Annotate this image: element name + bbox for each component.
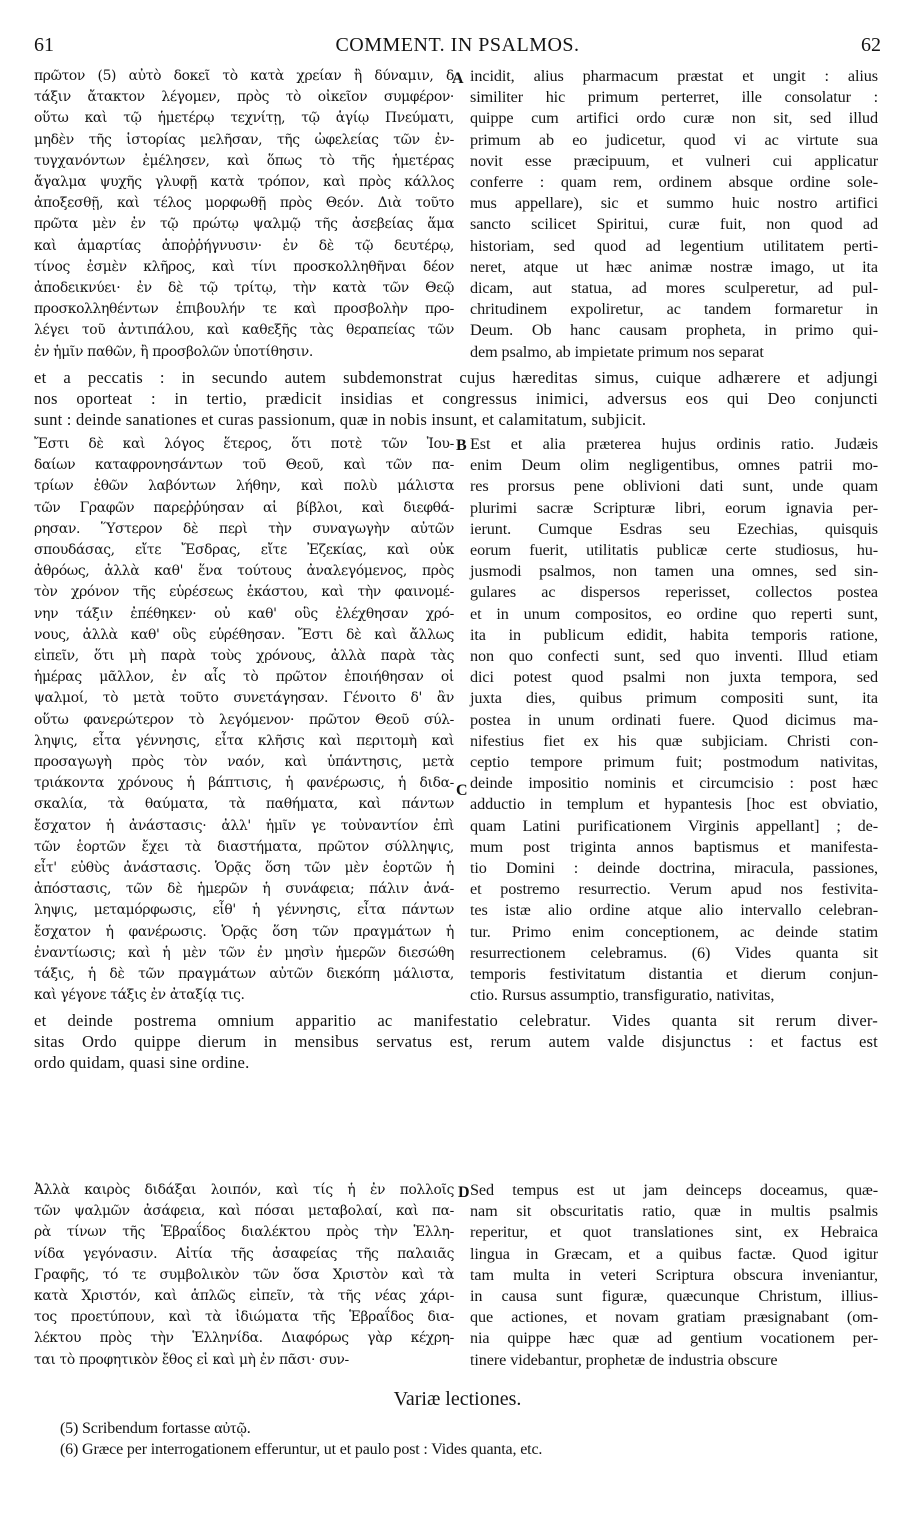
full-width-paragraph-a bbox=[34, 367, 878, 431]
text-line: nam sit obscuritatis ratio, quæ in multis psalmis bbox=[470, 1202, 878, 1221]
latin-column-a bbox=[470, 66, 878, 363]
greek-column-d bbox=[34, 1180, 454, 1371]
text-line: ἀθρόως, ἀλλὰ καθ' ἕνα τούτους ἀναλεγόμενος, πρὸς bbox=[34, 563, 454, 580]
text-line: τῶν Γραφῶν παρεῤῥύησαν αἱ βίβλοι, καὶ διεφθά- bbox=[34, 499, 454, 516]
text-line: novit esse præcipuum, et vulneri cui applicatur bbox=[470, 151, 878, 170]
marker-b: B bbox=[456, 437, 467, 454]
page-number-left: 61 bbox=[34, 34, 54, 56]
text-line: δαίων καταφρονησάντων τοῦ Θεοῦ, καὶ τῶν πα- bbox=[34, 457, 454, 474]
text-line: τὸν χρόνον τῆς εὑρέσεως ἑκάστου, καὶ τὴν φαινομέ- bbox=[34, 584, 454, 601]
text-line: ἔσχατον ἡ φανέρωσις. Ὁρᾷς ὅση τῶν πραγμάτων ἡ bbox=[34, 923, 454, 940]
text-line: neret, atque ut hæc animæ nostræ imago, ut ita bbox=[470, 257, 878, 276]
text-line: Est et alia præterea hujus ordinis ratio. Judæis bbox=[470, 435, 878, 453]
text-line: ληψις, εἶτα γέννησις, εἶτα κλῆσις καὶ περιτομὴ καὶ bbox=[34, 732, 454, 749]
text-line: juxta dies, quibus primum compositi sunt, ita bbox=[470, 689, 878, 708]
text-line: ita in publicum edidit, habita temporis ratione, bbox=[470, 625, 878, 644]
text-line: tinere videbantur, prophetæ de industria obscure bbox=[470, 1350, 778, 1369]
full-width-paragraph-b bbox=[34, 1010, 878, 1074]
text-line: ἀποξεσθῇ, καὶ τέλος μορφωθῇ πρὸς Θεόν. Διὰ τοῦτο bbox=[34, 195, 454, 212]
text-line: in causa sunt figuræ, quæcunque Christum, illius- bbox=[470, 1287, 878, 1306]
text-line: ψαλμοί, τὸ μετὰ τοῦτο συνετάγησαν. Γένοιτο δ' ἂν bbox=[34, 690, 454, 707]
text-line: προσαγωγὴ πρὸς τὸν ναόν, καὶ ὑπάντησις, μετὰ bbox=[34, 754, 454, 771]
text-line: τρίων ἐθῶν λαβόντων λήθην, καὶ πολὺ μάλιστα bbox=[34, 478, 454, 495]
text-line: similiter hic primum perterret, ille consolatur : bbox=[470, 88, 878, 107]
text-line: ἡμέρας μᾶλλον, ἐν αἷς τὸ πρῶτον ἐποιήθησαν οἱ bbox=[34, 669, 454, 686]
variae-lectiones-title: Variæ lectiones. bbox=[393, 1388, 522, 1410]
text-line: ἀπόστασις, τῶν δὲ ἡμερῶν ἡ συνάφεια; πάλιν ἀνά- bbox=[34, 881, 454, 898]
text-line: οὕτω καὶ τῷ ἡμετέρῳ τεχνίτῃ, τῷ ἁγίῳ Πνεύματι, bbox=[34, 110, 454, 127]
text-line: ρησαν. Ὕστερον δὲ περὶ τὴν συναγωγὴν αὐτῶν bbox=[34, 520, 454, 537]
text-line: deinde impositio nominis et circumcisio : post hæc bbox=[470, 774, 878, 793]
text-line: tur. Primo enim conceptionem, ac deinde statim bbox=[470, 922, 878, 941]
text-line: σπουδάσας, εἴτε Ἔσδρας, εἴτε Ἐζεκίας, καὶ οὐκ bbox=[34, 542, 454, 559]
text-line: καὶ γέγονε τάξις ἐν ἀταξίᾳ τις. bbox=[34, 987, 245, 1004]
text-line: ierunt. Cumque Esdras seu Ezechias, quisquis bbox=[470, 519, 878, 538]
greek-column-a bbox=[34, 66, 454, 363]
text-line: ἄγαλμα ψυχῆς γλυφῇ κατὰ τρόπον, καὶ πρὸς κάλλος bbox=[34, 174, 454, 191]
text-line: mum post triginta annos baptismus et manifesta- bbox=[470, 837, 878, 856]
text-line: dicam, aut statua, ad mores sculperetur, ad pul- bbox=[470, 279, 878, 298]
text-line: κατὰ Χριστόν, καὶ ἁπλῶς εἰπεῖν, τὰ τῆς νέας χάρι- bbox=[34, 1288, 454, 1305]
text-line: dici potest quod psalmi non juxta tempora, sed bbox=[470, 668, 878, 687]
text-line: non quo confecti sunt, sed quo inventi. Illud etiam bbox=[470, 647, 878, 666]
text-line: τίνος ἐσμὲν κλῆρος, καὶ τίνι προσκολληθῆναι δέον bbox=[34, 258, 454, 275]
text-line: primum ab eo judicetur, quod vi ac virtute sua bbox=[470, 130, 878, 149]
text-line: τάξις, ἡ δὲ τῶν πραγμάτων αὐτῶν διεκόπη μάλιστα, bbox=[34, 966, 454, 983]
text-line: λέγει τοῦ ἀντιπάλου, καὶ καθεξῆς τὰς θεραπείας τῶν bbox=[34, 322, 454, 339]
marker-d: D bbox=[458, 1184, 470, 1201]
text-line: ceptio tempore primum fuit; postmodum nativitas, bbox=[470, 753, 878, 772]
running-header bbox=[34, 34, 881, 58]
text-line: τῶν ἑορτῶν ἔχει τὰ διαστήματα, πρῶτον σύλληψις, bbox=[34, 838, 454, 855]
text-line: chritudinem expoliretur, ac tandem formaretur in bbox=[470, 300, 878, 319]
text-line: jusmodi psalmos, non tamen una omnes, sed sin- bbox=[470, 562, 878, 581]
running-title: COMMENT. IN PSALMOS. bbox=[335, 34, 580, 56]
text-line: tio Domini : deinde doctrina, miracula, passiones, bbox=[470, 859, 878, 878]
text-line: nifestius fiet ex his quæ subjiciam. Christi con- bbox=[470, 731, 878, 750]
text-line: πρῶτα μὲν ἐν τῷ πρώτῳ ψαλμῷ τῆς ἀσεβείας ἅμα bbox=[34, 216, 454, 233]
text-line: τος προετύπουν, καὶ τὰ ἰδιώματα τῆς Ἑβραΐδος δια- bbox=[34, 1309, 454, 1326]
text-line: nia quippe hæc quæ ad gentium vocationem per- bbox=[470, 1329, 878, 1348]
text-line: ληψις, μεταμόρφωσις, εἶθ' ἡ γέννησις, εἶτα πάντων bbox=[34, 902, 454, 919]
text-line: enim Deum olim negligentibus, omnes patrii mo- bbox=[470, 456, 878, 475]
text-line: lingua in Græcam, et a quibus factæ. Quod igitur bbox=[470, 1244, 878, 1263]
text-line: τάξιν ἄτακτον λέγομεν, πρὸς τὸ οἰκεῖον συμφέρον· bbox=[34, 89, 454, 106]
text-line: quippe cum artifici ordo curæ non sit, sed illud bbox=[470, 109, 878, 128]
text-line: ἔσχατον ἡ ἀνάστασις· ἀλλ' ἡμῖν γε τοὐναντίον ἐπὶ bbox=[34, 817, 454, 834]
footnote-5: (5) Scribendum fortasse αὐτῷ. bbox=[60, 1420, 251, 1437]
text-line: historiam, sed quod ad legentium utilitatem perti- bbox=[470, 236, 878, 255]
text-line: Sed tempus est ut jam deinceps doceamus, quæ- bbox=[470, 1181, 878, 1199]
latin-column-d bbox=[470, 1180, 878, 1371]
text-line: σκαλία, τὰ θαύματα, τὰ παθήματα, καὶ πάντων bbox=[34, 796, 454, 813]
marker-c: C bbox=[456, 782, 468, 799]
text-line: ται τὸ προφητικὸν ἔθος εἰ καὶ μὴ ἐν πᾶσι· συν- bbox=[34, 1351, 349, 1368]
text-line: ctio. Rursus assumptio, transfiguratio, nativitas, bbox=[470, 986, 775, 1005]
text-line: καὶ ἁμαρτίας ἀποῤῥήγνυσιν· ἐν δὲ τῷ δευτέρῳ, bbox=[34, 237, 454, 254]
text-line: postea in unum ordinati fuere. Quod dicimus ma- bbox=[470, 710, 878, 729]
text-line: τυγχανόντων ἐμέλησεν, καὶ ὅπως τὸ τῆς ἡμετέρας bbox=[34, 152, 454, 169]
text-line: προσκολληθέντων ἐπιβουλήν τε καὶ προσβολὴν προ- bbox=[34, 301, 454, 318]
text-line: dem psalmo, ab impietate primum nos separat bbox=[470, 342, 764, 361]
text-line: sitas Ordo quippe dierum in mensibus servatus est, rerum autem valde disjunctus : et factus est bbox=[34, 1032, 878, 1052]
text-line: et postremo resurrectio. Verum apud nos festivita- bbox=[470, 880, 878, 899]
text-line: tes istæ alio ordine atque alio intervallo celebran- bbox=[470, 901, 878, 920]
text-line: ἀποδεικνύει· ἐν δὲ τῷ τρίτῳ, τὴν κατὰ τῶν Θεῷ bbox=[34, 280, 454, 297]
text-line: λέκτου πρὸς τὴν Ἑλληνίδα. Διαφόρως γὰρ κέχρη- bbox=[34, 1330, 454, 1347]
text-line: εἰπεῖν, ὅτι μὴ παρὰ τοὺς χρόνους, ἀλλὰ παρὰ τὰς bbox=[34, 648, 454, 665]
text-line: et deinde postrema omnium apparitio ac manifestatio celebratur. Vides quanta sit rerum diver- bbox=[34, 1011, 878, 1030]
text-line: temporis festivitatum distantia et dierum conjun- bbox=[470, 965, 878, 984]
marker-a: A bbox=[452, 70, 464, 87]
text-line: Γραφῆς, τό τε συμβολικὸν τῶν ὅσα Χριστὸν καὶ τὰ bbox=[34, 1266, 454, 1283]
text-line: Ἔστι δὲ καὶ λόγος ἕτερος, ὅτι ποτὲ τῶν Ἰου- bbox=[34, 436, 454, 452]
text-line: ρὰ τίνων τῆς Ἑβραΐδος διαλέκτου πρὸς τὴν Ἑλλη- bbox=[34, 1224, 454, 1241]
text-line: εἶτ' εὐθὺς ἀνάστασις. Ὁρᾷς ὅση τῶν μὲν ἑορτῶν ἡ bbox=[34, 860, 454, 877]
text-line: res prorsus pene oblivioni dati sunt, unde quam bbox=[470, 477, 878, 496]
text-line: ἐναντίωσις; καὶ ἡ μὲν τῶν ἐν μησὶν ἡμερῶν διεσώθη bbox=[34, 944, 454, 961]
text-line: et a peccatis : in secundo autem subdemonstrat cujus hæreditas simus, cuique adhærere et adjungi bbox=[34, 368, 878, 387]
text-line: eorum fuerit, utilitatis publicæ certe studiosus, hu- bbox=[470, 541, 878, 560]
greek-column-b bbox=[34, 434, 454, 1006]
text-line: οὕτω φανερώτερον τὸ λεγόμενον· πρῶτον Θεοῦ σύλ- bbox=[34, 711, 454, 728]
text-line: conferre : quam rem, ordinem absque ordine sole- bbox=[470, 173, 878, 192]
text-line: νην τάξιν ἐπέθηκεν· οὐ καθ' οὓς ἐλέχθησαν χρό- bbox=[34, 605, 454, 622]
footnote-6: (6) Græce per interrogationem efferuntur, ut et paulo post : Vides quanta, etc. bbox=[60, 1441, 543, 1458]
footnotes bbox=[60, 1418, 880, 1460]
text-line: nos oporteat : in tertio, prædicit insidias et congressus inimici, adversus eos qui Deo conjuncti bbox=[34, 389, 878, 409]
text-line: ordo quidam, quasi sine ordine. bbox=[34, 1053, 250, 1073]
text-line: tam multa in veteri Scriptura obscura inveniantur, bbox=[470, 1265, 878, 1284]
text-line: Ἀλλὰ καιρὸς διδάξαι λοιπόν, καὶ τίς ἡ ἐν πολλοῖς bbox=[34, 1182, 454, 1198]
text-line: ἐν ἡμῖν παθῶν, ἢ προσβολῶν ὑποτίθησιν. bbox=[34, 343, 313, 360]
text-line: Deum. Ob hanc causam propheta, in primo qui- bbox=[470, 321, 878, 340]
text-line: sancto scilicet Spiritui, curæ fuit, non quod ad bbox=[470, 215, 878, 234]
text-line: incidit, alius pharmacum præstat et ungit : alius bbox=[470, 67, 878, 85]
text-line: sunt : deinde sanationes et curas passionum, quæ in nobis insunt, et calamitatum, subjicit. bbox=[34, 410, 647, 430]
text-line: νους, ἀλλὰ καθ' οὓς εὑρέθησαν. Ἔστι δὲ καὶ ἄλλως bbox=[34, 626, 454, 643]
text-line: τριάκοντα χρόνους ἡ βάπτισις, ἡ φανέρωσις, ἡ διδα- bbox=[34, 775, 454, 792]
text-line: quam Latini purificationem Virginis appellant] ; de- bbox=[470, 816, 878, 835]
text-line: mus appellare), sic et summo huic nostro artifici bbox=[470, 194, 878, 213]
text-line: νίδα γεγόνασιν. Αἰτία τῆς ἀσαφείας τῆς παλαιᾶς bbox=[34, 1245, 454, 1262]
text-line: reperitur, et quot translationes sint, ex Hebraica bbox=[470, 1223, 878, 1242]
text-line: τῶν ψαλμῶν ἀσάφεια, καὶ πόσαι μεταβολαί, καὶ πα- bbox=[34, 1203, 454, 1220]
page-number-right: 62 bbox=[861, 34, 881, 56]
text-line: πρῶτον (5) αὐτὸ δοκεῖ τὸ κατὰ χρείαν ἢ δύναμιν, δ bbox=[34, 68, 454, 84]
text-line: et in unum compositos, eo ordine quo reperti sunt, bbox=[470, 604, 878, 623]
text-line: que actiones, et novam gratiam præsignabant (om- bbox=[470, 1308, 878, 1327]
text-line: plurimi sacræ Scripturæ libri, eorum ignavia per- bbox=[470, 498, 878, 517]
text-line: gulares ac dispersos reperisset, collectos postea bbox=[470, 583, 878, 602]
text-line: μηδὲν τῆς ἱστορίας μελῆσαν, τῆς ὠφελείας τῶν ἐν- bbox=[34, 131, 454, 148]
latin-column-b bbox=[470, 434, 878, 1006]
text-line: resurrectionem celebramus. (6) Vides quanta sit bbox=[470, 943, 878, 962]
text-line: adductio in templum et hypantesis [hoc est obviatio, bbox=[470, 795, 878, 814]
